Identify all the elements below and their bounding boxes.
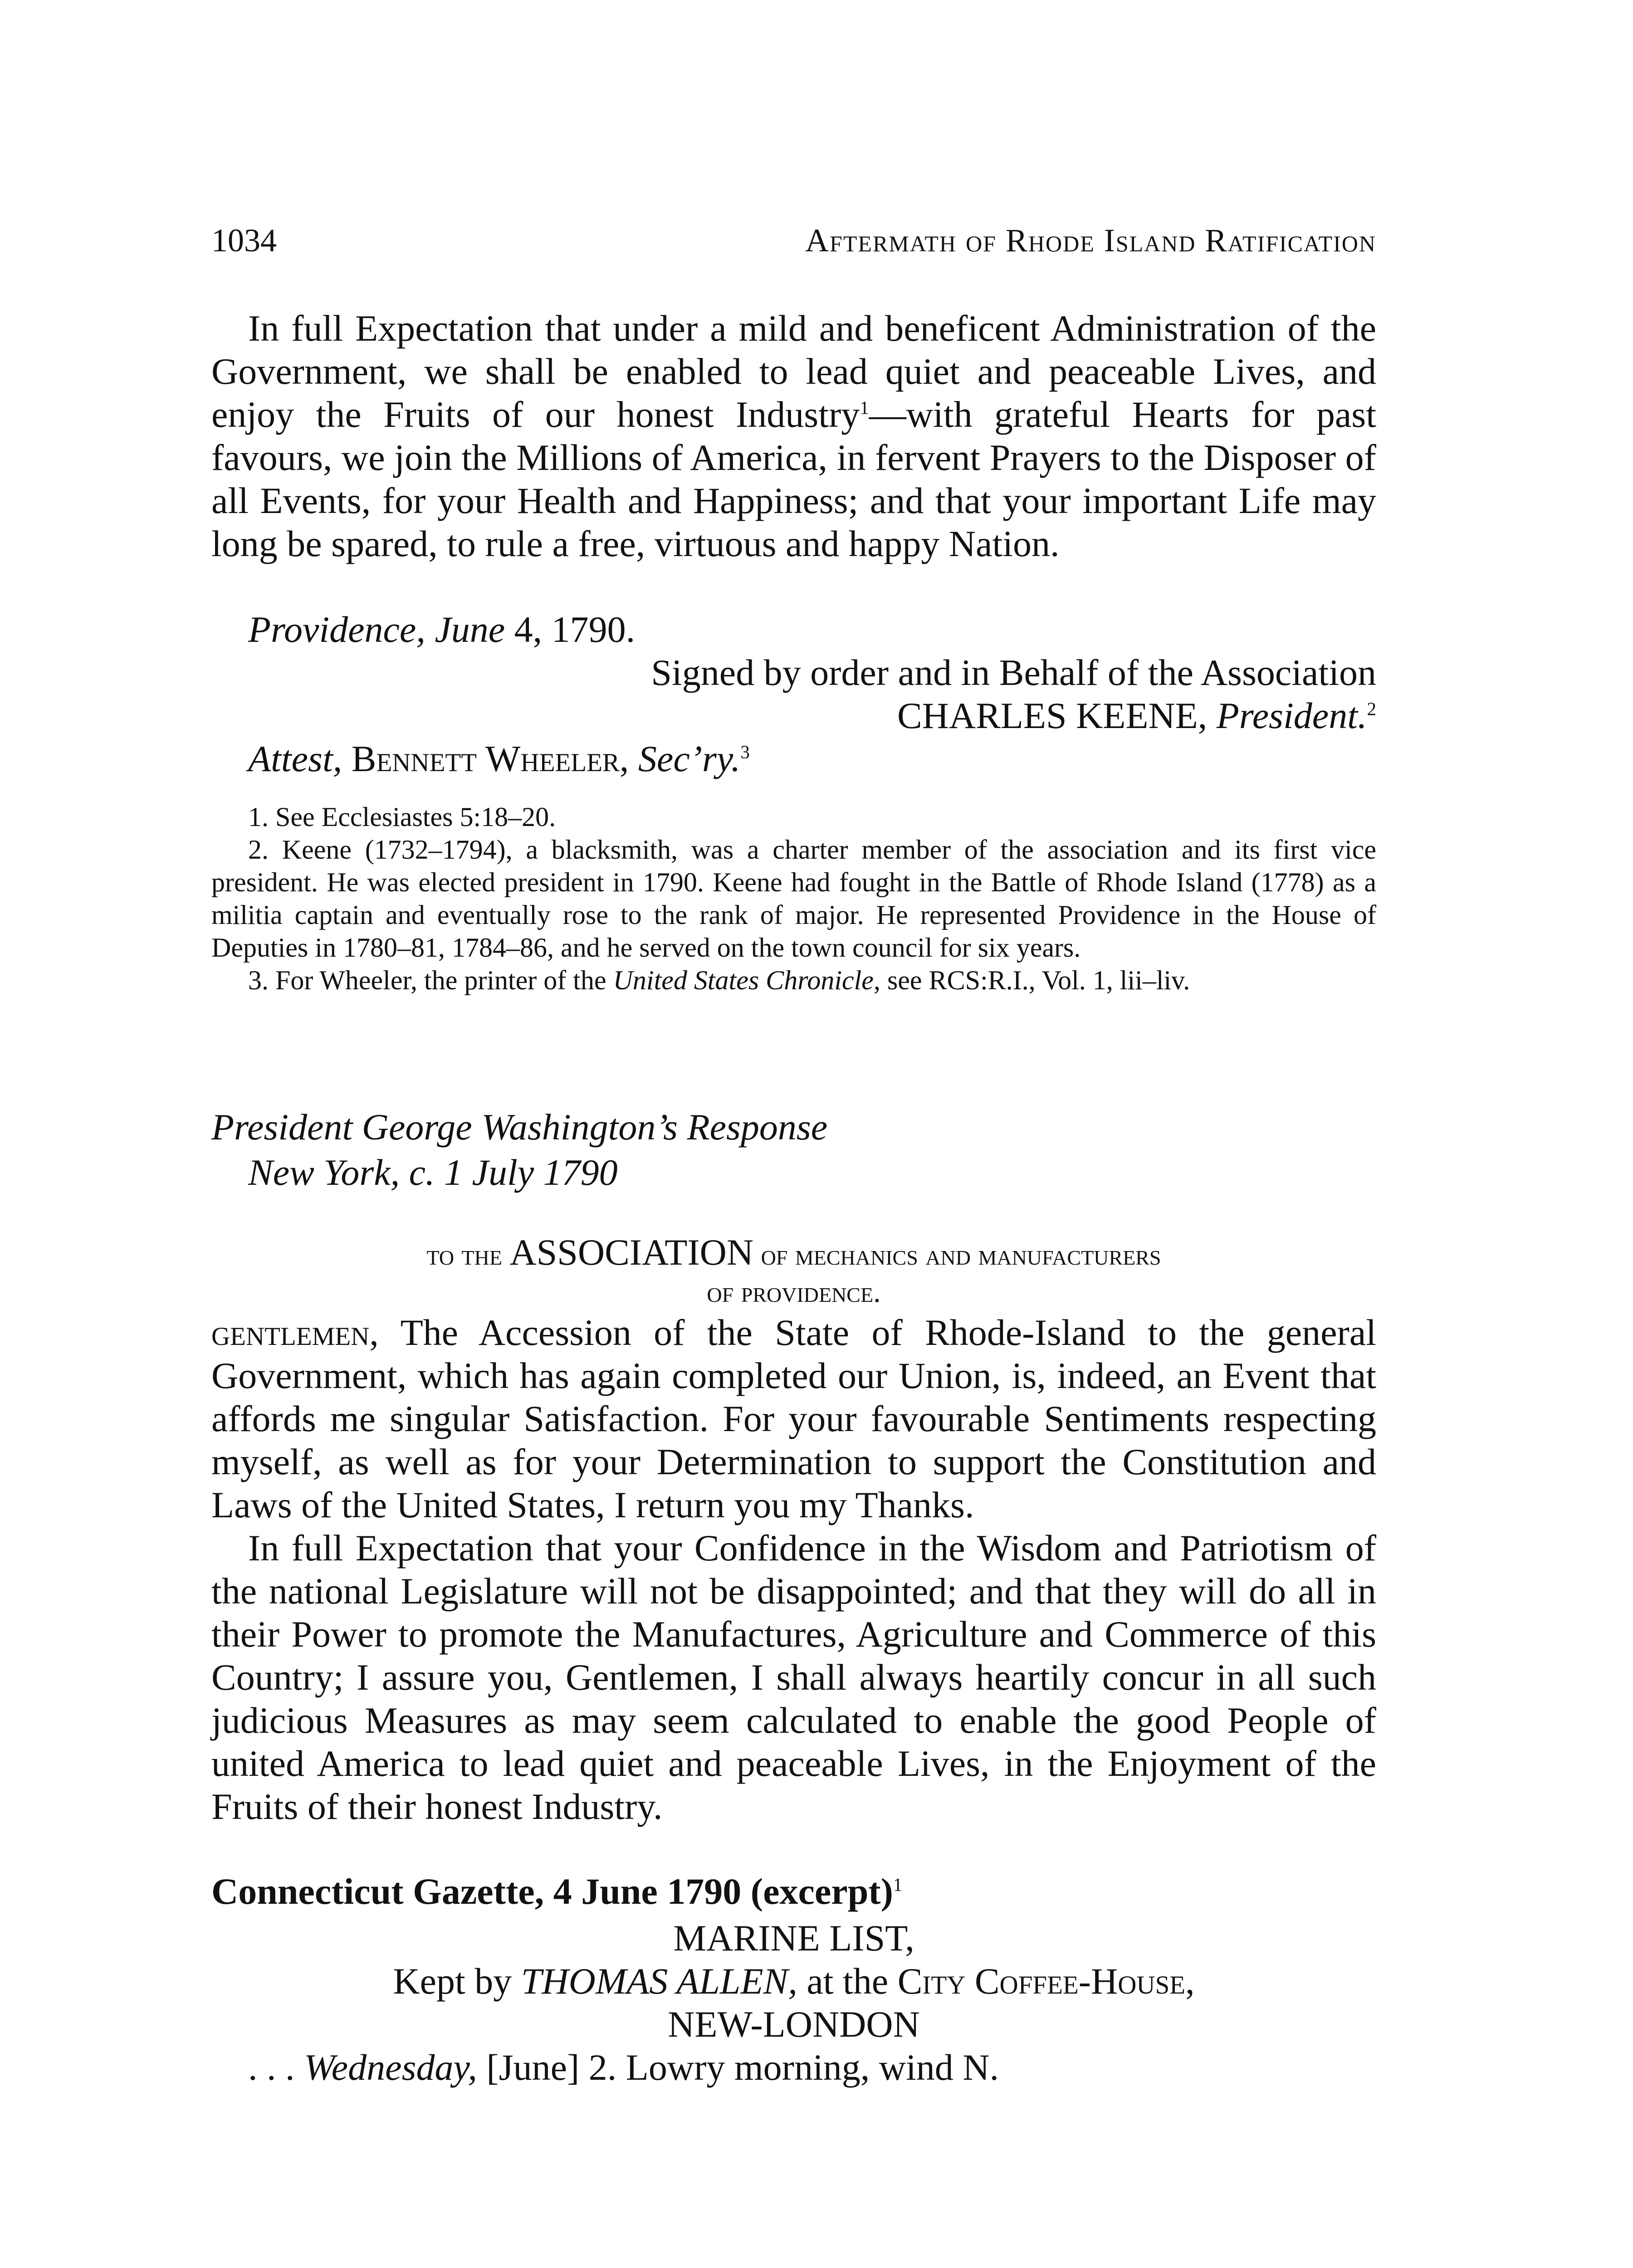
response-paragraph: In full Expectation that your Confidence in the Wisdom and Patriotism of the national Legislature will not be disappointed; and that they will do all in their Power to promote the Manufactures, Agriculture and Commerce of this Country; I assure you, Gentlemen, I shall always heartily concur in all such judicious Measures as may seem calculated to enable the good People of united America to lead quiet and peaceable Lives, in the Enjoyment of the Fruits of their honest Industry. bbox=[211, 1527, 1376, 1827]
running-head: Aftermath of Rhode Island Ratification bbox=[805, 222, 1376, 259]
address-line: for past favours, we join the Millions of America, in fervent Prayers to bbox=[211, 394, 1377, 478]
marine-list-title: MARINE LIST, bbox=[673, 1917, 914, 1959]
address-line: In full Expectation that under a mild and beneficent Administration bbox=[248, 308, 1276, 349]
address-line: the Disposer of all Events, for your Health and Happiness; and that bbox=[211, 437, 1376, 521]
response-paragraph: gentlemen, The Accession of the State of Rhode-Island to the general Government, which has again completed our Union, is, indeed, an Event that affords me singular Satisfaction. For your favourable Sentiments respecting myself, as well as for your Determination to support the Constitution and Laws of the United States, I return you my Thanks. bbox=[211, 1312, 1376, 1525]
footnotes bbox=[211, 801, 1376, 997]
footnote-ref[interactable]: 1 bbox=[893, 1874, 903, 1895]
footnote-ref[interactable]: 2 bbox=[1367, 698, 1376, 719]
footnote-ref[interactable]: 1 bbox=[860, 397, 869, 418]
address-line: Lives, and enjoy the Fruits of our honest Industry bbox=[211, 351, 1376, 435]
page-header bbox=[211, 220, 1376, 261]
address-paragraph bbox=[211, 307, 1376, 565]
publication-title: United States Chronicle bbox=[613, 965, 874, 995]
attest-title: Sec’ry. bbox=[638, 738, 741, 779]
marine-list-entry: . . . Wednesday, [June] 2. Lowry morning, wind N. bbox=[248, 2047, 999, 2088]
attest-label: Attest, bbox=[248, 738, 352, 779]
footnote: 3. For Wheeler, the printer of the United States Chronicle, see RCS:R.I., Vol. 1, lii–liv. bbox=[248, 965, 1190, 995]
address-line: your important Life may long be spared, to rule a free, virtuous and bbox=[211, 480, 1377, 564]
attest-name: Bennett Wheeler, bbox=[351, 738, 638, 779]
signer-name: CHARLES KEENE, bbox=[897, 695, 1217, 736]
signed-line: Signed by order and in Behalf of the Association bbox=[651, 652, 1376, 693]
marine-list-header: MARINE LIST, Kept by THOMAS ALLEN, at the City Coffee-House, NEW-LONDON bbox=[211, 1916, 1376, 2046]
footnote-ref[interactable]: 3 bbox=[740, 741, 750, 763]
page-number: 1034 bbox=[211, 222, 277, 259]
dateline-place: Providence, June bbox=[248, 609, 505, 650]
address-line: —with grateful Hearts bbox=[869, 394, 1229, 435]
dateline bbox=[248, 608, 1413, 651]
document-title bbox=[211, 1105, 1376, 1195]
marine-list-place: NEW-LONDON bbox=[668, 2004, 920, 2045]
dateline-date: 4, 1790. bbox=[505, 609, 636, 650]
document-title-line: President George Washington’s Response bbox=[211, 1106, 828, 1148]
signature-block bbox=[211, 651, 1376, 737]
footnote: 2. Keene (1732–1794), a blacksmith, was a charter member of the association and its first vice president. He was elected president in 1790. Keene had fought in the Battle of Rhode Island (1778) as a militia captain and eventually rose to the rank of major. He represented Providence in the House of Deputies in 1780–81, 1784–86, and he served on the town council for six years. bbox=[211, 835, 1376, 963]
address-line: happy Nation. bbox=[848, 523, 1060, 564]
response-body bbox=[211, 1311, 1376, 1828]
address-line: of the Government, we shall be enabled to lead quiet and peaceable bbox=[211, 308, 1376, 392]
signer-title: President. bbox=[1216, 695, 1367, 736]
gentlemen-salutation: gentlemen, bbox=[211, 1312, 379, 1353]
gazette-heading: Connecticut Gazette, 4 June 1790 (excerpt)$^1$ bbox=[211, 1871, 903, 1912]
footnote: 1. See Ecclesiastes 5:18–20. bbox=[248, 802, 556, 832]
salutation: to the ASSOCIATION of mechanics and manufacturers of providence. bbox=[426, 1232, 1161, 1309]
attest-line bbox=[248, 737, 1413, 780]
document-subtitle-line: New York, c. 1 July 1790 bbox=[248, 1152, 618, 1193]
